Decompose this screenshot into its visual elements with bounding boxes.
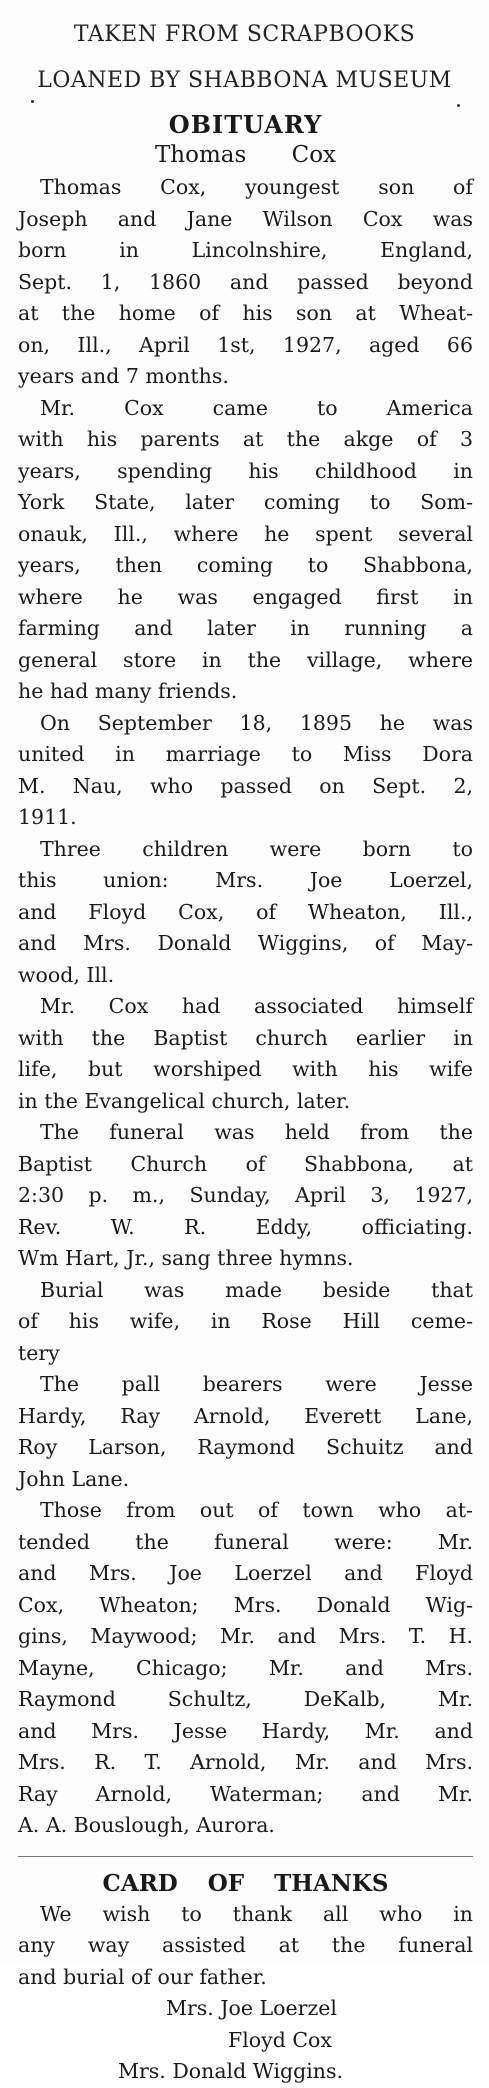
obituary-paragraph xyxy=(18,393,473,708)
text-line: this union: Mrs. Joe Loerzel, xyxy=(18,868,473,892)
card-of-thanks-body xyxy=(18,1899,473,1994)
text-line: Rev. W. R. Eddy, officiating. xyxy=(18,1214,473,1239)
print-speck xyxy=(457,104,460,107)
text-line: Raymond Schultz, DeKalb, Mr. xyxy=(18,1687,473,1711)
obituary-paragraph xyxy=(18,991,473,1117)
obituary-paragraph xyxy=(18,708,473,834)
text-line: years and 7 months. xyxy=(18,364,229,388)
text-line: and Mrs. Donald Wiggins, of May- xyxy=(18,931,473,955)
text-line: 2:30 p. m., Sunday, April 3, 1927, xyxy=(18,1183,473,1207)
text-line: Mr. Cox came to America xyxy=(40,395,473,420)
text-line: Joseph and Jane Wilson Cox was xyxy=(18,206,473,231)
text-line: tery xyxy=(18,1340,60,1365)
text-line: life, but worshiped with his wife xyxy=(18,1057,473,1081)
obituary-column xyxy=(18,110,473,2088)
text-line: Mr. Cox had associated himself xyxy=(40,994,473,1018)
text-line: York State, later coming to Som- xyxy=(18,490,473,514)
text-line: Thomas Cox, youngest son of xyxy=(40,175,473,199)
header-line-scrapbooks: TAKEN FROM SCRAPBOOKS xyxy=(73,22,416,47)
text-line: A. A. Bouslough, Aurora. xyxy=(18,1813,275,1837)
text-line: tended the funeral were: Mr. xyxy=(18,1529,473,1554)
text-line: and Mrs. Joe Loerzel and Floyd xyxy=(18,1561,473,1585)
text-line: where he was engaged first in xyxy=(18,584,473,609)
text-line: Baptist Church of Shabbona, at xyxy=(18,1151,473,1176)
text-line: with his parents at the akge of 3 xyxy=(18,427,473,451)
text-line: of his wife, in Rose Hill ceme- xyxy=(18,1309,473,1333)
text-line: Wm Hart, Jr., sang three hymns. xyxy=(18,1246,354,1270)
text-line: with the Baptist church earlier in xyxy=(18,1025,473,1050)
text-line: 1911. xyxy=(18,805,77,829)
obituary-paragraph xyxy=(18,834,473,992)
text-line: M. Nau, who passed on Sept. 2, xyxy=(18,773,473,798)
section-divider xyxy=(18,1856,473,1857)
text-line: Ray Arnold, Waterman; and Mr. xyxy=(18,1781,473,1806)
text-line: at the home of his son at Wheat- xyxy=(18,301,473,325)
obituary-body xyxy=(18,172,473,1842)
text-line: John Lane. xyxy=(18,1466,130,1491)
obituary-title: OBITUARY xyxy=(168,110,323,139)
text-line: Three children were born to xyxy=(40,836,473,861)
text-line: and Floyd Cox, of Wheaton, Ill., xyxy=(18,899,473,924)
text-line: united in marriage to Miss Dora xyxy=(18,742,473,766)
obituary-paragraph xyxy=(18,1369,473,1495)
text-line: and Mrs. Jesse Hardy, Mr. and xyxy=(18,1718,473,1743)
obituary-paragraph xyxy=(18,1275,473,1370)
text-line: years, spending his childhood in xyxy=(18,458,473,483)
text-line: We wish to thank all who in xyxy=(40,1901,473,1926)
text-line: The pall bearers were Jesse xyxy=(40,1372,473,1396)
print-speck xyxy=(31,100,34,103)
card-of-thanks-title: CARD OF THANKS xyxy=(102,1869,389,1897)
signature-1: Mrs. Joe Loerzel xyxy=(166,1996,337,2020)
text-line: Mrs. R. T. Arnold, Mr. and Mrs. xyxy=(18,1750,473,1774)
text-line: years, then coming to Shabbona, xyxy=(18,553,473,577)
obituary-paragraph xyxy=(18,1117,473,1275)
text-line: general store in the village, where xyxy=(18,647,473,672)
text-line: born in Lincolnshire, England, xyxy=(18,238,473,262)
header-line-museum: LOANED BY SHABBONA MUSEUM xyxy=(37,68,452,93)
text-line: Burial was made beside that xyxy=(40,1277,473,1302)
text-line: Those from out of town who at- xyxy=(40,1498,473,1522)
obituary-paragraph xyxy=(18,1495,473,1842)
text-line: On September 18, 1895 he was xyxy=(40,710,473,735)
text-line: onauk, Ill., where he spent several xyxy=(18,521,473,546)
obituary-name: Thomas Cox xyxy=(154,142,337,168)
text-line: gins, Maywood; Mr. and Mrs. T. H. xyxy=(18,1624,473,1648)
text-line: Roy Larson, Raymond Schuitz and xyxy=(18,1435,473,1459)
text-line: Sept. 1, 1860 and passed beyond xyxy=(18,269,473,294)
text-line: he had many friends. xyxy=(18,679,238,703)
text-line: Mayne, Chicago; Mr. and Mrs. xyxy=(18,1655,473,1680)
text-line: farming and later in running a xyxy=(18,616,473,640)
signature-3: Mrs. Donald Wiggins. xyxy=(118,2059,344,2083)
text-line: on, Ill., April 1st, 1927, aged 66 xyxy=(18,332,473,357)
text-line: The funeral was held from the xyxy=(40,1120,473,1144)
obituary-paragraph xyxy=(18,172,473,393)
text-line: in the Evangelical church, later. xyxy=(18,1088,351,1113)
text-line: Cox, Wheaton; Mrs. Donald Wig- xyxy=(18,1592,473,1617)
text-line: any way assisted at the funeral xyxy=(18,1933,473,1957)
signature-2: Floyd Cox xyxy=(228,2027,332,2052)
text-line: and burial of our father. xyxy=(18,1964,267,1989)
text-line: wood, Ill. xyxy=(18,962,115,987)
text-line: Hardy, Ray Arnold, Everett Lane, xyxy=(18,1403,473,1428)
